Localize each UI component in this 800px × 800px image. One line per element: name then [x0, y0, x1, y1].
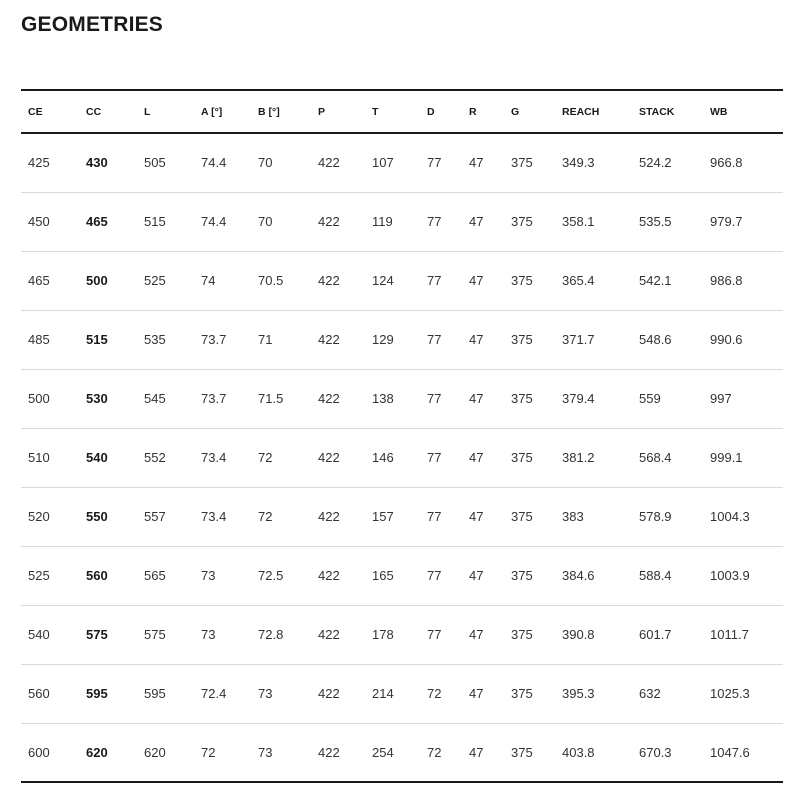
column-header: A [°] [201, 105, 223, 118]
table-cell: 70.5 [258, 273, 284, 288]
column-header: STACK [639, 105, 675, 118]
table-cell: 70 [258, 214, 273, 229]
table-cell: 542.1 [639, 273, 672, 288]
table-cell: 560 [86, 568, 108, 583]
table-cell: 422 [318, 450, 340, 465]
table-cell: 47 [469, 686, 484, 701]
table-cell: 568.4 [639, 450, 672, 465]
table-cell: 72 [201, 744, 216, 760]
table-cell: 375 [511, 391, 533, 406]
table-cell: 146 [372, 450, 394, 465]
column-header: D [427, 105, 435, 118]
table-cell: 395.3 [562, 686, 595, 701]
table-cell: 47 [469, 568, 484, 583]
table-cell: 77 [427, 214, 442, 229]
table-cell: 465 [86, 214, 108, 229]
table-cell: 107 [372, 155, 394, 171]
table-cell: 620 [144, 744, 166, 760]
table-row [21, 310, 783, 369]
table-cell: 560 [28, 686, 50, 701]
table-cell: 1003.9 [710, 568, 750, 583]
table-cell: 47 [469, 450, 484, 465]
table-cell: 524.2 [639, 155, 672, 171]
table-cell: 74.4 [201, 214, 227, 229]
column-header: R [469, 105, 477, 118]
geometry-table [21, 89, 783, 783]
table-cell: 422 [318, 568, 340, 583]
table-cell: 422 [318, 155, 340, 171]
table-cell: 375 [511, 627, 533, 642]
table-cell: 124 [372, 273, 394, 288]
table-cell: 47 [469, 627, 484, 642]
table-body [21, 133, 783, 782]
table-cell: 383 [562, 509, 584, 524]
table-row [21, 133, 783, 192]
table-cell: 47 [469, 509, 484, 524]
header-row [21, 90, 783, 133]
table-cell: 595 [144, 686, 166, 701]
table-cell: 620 [86, 744, 108, 760]
table-cell: 565 [144, 568, 166, 583]
table-cell: 375 [511, 509, 533, 524]
table-cell: 72.4 [201, 686, 227, 701]
table-cell: 74.4 [201, 155, 227, 171]
table-header [21, 90, 783, 133]
table-cell: 379.4 [562, 391, 595, 406]
table-cell: 77 [427, 568, 442, 583]
table-cell: 365.4 [562, 273, 595, 288]
table-cell: 505 [144, 155, 166, 171]
table-cell: 588.4 [639, 568, 672, 583]
table-cell: 73 [201, 627, 216, 642]
table-cell: 422 [318, 686, 340, 701]
table-cell: 578.9 [639, 509, 672, 524]
table-cell: 422 [318, 214, 340, 229]
table-cell: 70 [258, 155, 273, 171]
table-cell: 375 [511, 450, 533, 465]
table-cell: 72 [258, 450, 273, 465]
column-header: P [318, 105, 326, 118]
table-cell: 77 [427, 627, 442, 642]
table-cell: 520 [28, 509, 50, 524]
table-cell: 77 [427, 273, 442, 288]
table-cell: 422 [318, 391, 340, 406]
table-cell: 999.1 [710, 450, 743, 465]
table-cell: 430 [86, 155, 108, 171]
table-cell: 381.2 [562, 450, 595, 465]
table-cell: 1047.6 [710, 744, 750, 760]
table-cell: 375 [511, 686, 533, 701]
table-cell: 71.5 [258, 391, 284, 406]
table-cell: 425 [28, 155, 50, 171]
table-cell: 997 [710, 391, 732, 406]
table-cell: 548.6 [639, 332, 672, 347]
table-cell: 72.5 [258, 568, 284, 583]
table-cell: 157 [372, 509, 394, 524]
table-cell: 966.8 [710, 155, 743, 171]
table-cell: 375 [511, 332, 533, 347]
column-header: L [144, 105, 151, 118]
table-cell: 390.8 [562, 627, 595, 642]
table-cell: 552 [144, 450, 166, 465]
table-cell: 550 [86, 509, 108, 524]
table-cell: 72 [427, 744, 442, 760]
table-cell: 47 [469, 273, 484, 288]
table-cell: 138 [372, 391, 394, 406]
table-cell: 73 [258, 744, 273, 760]
table-cell: 422 [318, 744, 340, 760]
table-cell: 375 [511, 155, 533, 171]
table-row [21, 546, 783, 605]
table-cell: 515 [144, 214, 166, 229]
table-cell: 47 [469, 332, 484, 347]
table-cell: 465 [28, 273, 50, 288]
table-cell: 375 [511, 744, 533, 760]
table-cell: 358.1 [562, 214, 595, 229]
table-cell: 422 [318, 509, 340, 524]
page-title: GEOMETRIES [21, 13, 164, 36]
table-cell: 525 [144, 273, 166, 288]
table-cell: 375 [511, 273, 533, 288]
column-header: B [°] [258, 105, 280, 118]
column-header: G [511, 105, 520, 118]
table-cell: 77 [427, 332, 442, 347]
table-cell: 74 [201, 273, 216, 288]
table-row [21, 723, 783, 782]
table-cell: 77 [427, 509, 442, 524]
table-cell: 601.7 [639, 627, 672, 642]
column-header: CE [28, 105, 43, 118]
column-header: CC [86, 105, 102, 118]
table-cell: 540 [28, 627, 50, 642]
column-header: REACH [562, 105, 600, 118]
table-cell: 72 [427, 686, 442, 701]
table-cell: 670.3 [639, 744, 672, 760]
table-row [21, 605, 783, 664]
table-cell: 254 [372, 744, 394, 760]
table-cell: 422 [318, 627, 340, 642]
table-cell: 525 [28, 568, 50, 583]
table-cell: 575 [86, 627, 108, 642]
table-cell: 47 [469, 214, 484, 229]
table-cell: 375 [511, 568, 533, 583]
table-cell: 450 [28, 214, 50, 229]
table-cell: 535.5 [639, 214, 672, 229]
table-cell: 500 [28, 391, 50, 406]
table-cell: 500 [86, 273, 108, 288]
table-cell: 1004.3 [710, 509, 750, 524]
table-cell: 73.4 [201, 509, 227, 524]
table-cell: 595 [86, 686, 108, 701]
table-cell: 73 [201, 568, 216, 583]
table-cell: 72.8 [258, 627, 284, 642]
table-cell: 1025.3 [710, 686, 750, 701]
table-cell: 73.7 [201, 391, 227, 406]
table-cell: 422 [318, 332, 340, 347]
table-cell: 990.6 [710, 332, 743, 347]
table-cell: 119 [372, 214, 393, 229]
table-cell: 600 [28, 744, 50, 760]
table-cell: 510 [28, 450, 50, 465]
table-cell: 632 [639, 686, 661, 701]
table-row [21, 251, 783, 310]
table-cell: 986.8 [710, 273, 743, 288]
table-cell: 73 [258, 686, 273, 701]
table-cell: 485 [28, 332, 50, 347]
table-cell: 371.7 [562, 332, 595, 347]
table-cell: 515 [86, 332, 108, 347]
table-cell: 129 [372, 332, 394, 347]
table-cell: 73.7 [201, 332, 227, 347]
column-header: WB [710, 105, 728, 118]
table-cell: 47 [469, 744, 484, 760]
table-cell: 530 [86, 391, 108, 406]
table-row [21, 369, 783, 428]
table-row [21, 664, 783, 723]
column-header: T [372, 105, 379, 118]
table-cell: 178 [372, 627, 394, 642]
table-cell: 47 [469, 155, 484, 171]
table-cell: 73.4 [201, 450, 227, 465]
table-cell: 384.6 [562, 568, 595, 583]
table-cell: 47 [469, 391, 484, 406]
table-cell: 349.3 [562, 155, 595, 171]
table-cell: 71 [258, 332, 273, 347]
table-cell: 422 [318, 273, 340, 288]
table-row [21, 487, 783, 546]
table-row [21, 428, 783, 487]
table-cell: 77 [427, 391, 442, 406]
table-cell: 559 [639, 391, 661, 406]
table-cell: 375 [511, 214, 533, 229]
table-cell: 77 [427, 155, 442, 171]
table-cell: 545 [144, 391, 166, 406]
table-row [21, 192, 783, 251]
table-cell: 575 [144, 627, 166, 642]
table-cell: 214 [372, 686, 394, 701]
table-cell: 1011.7 [710, 627, 749, 642]
table-cell: 540 [86, 450, 108, 465]
table-cell: 165 [372, 568, 394, 583]
table-cell: 557 [144, 509, 166, 524]
table-cell: 403.8 [562, 744, 595, 760]
table-cell: 535 [144, 332, 166, 347]
table-cell: 979.7 [710, 214, 743, 229]
table-cell: 77 [427, 450, 442, 465]
table-cell: 72 [258, 509, 273, 524]
